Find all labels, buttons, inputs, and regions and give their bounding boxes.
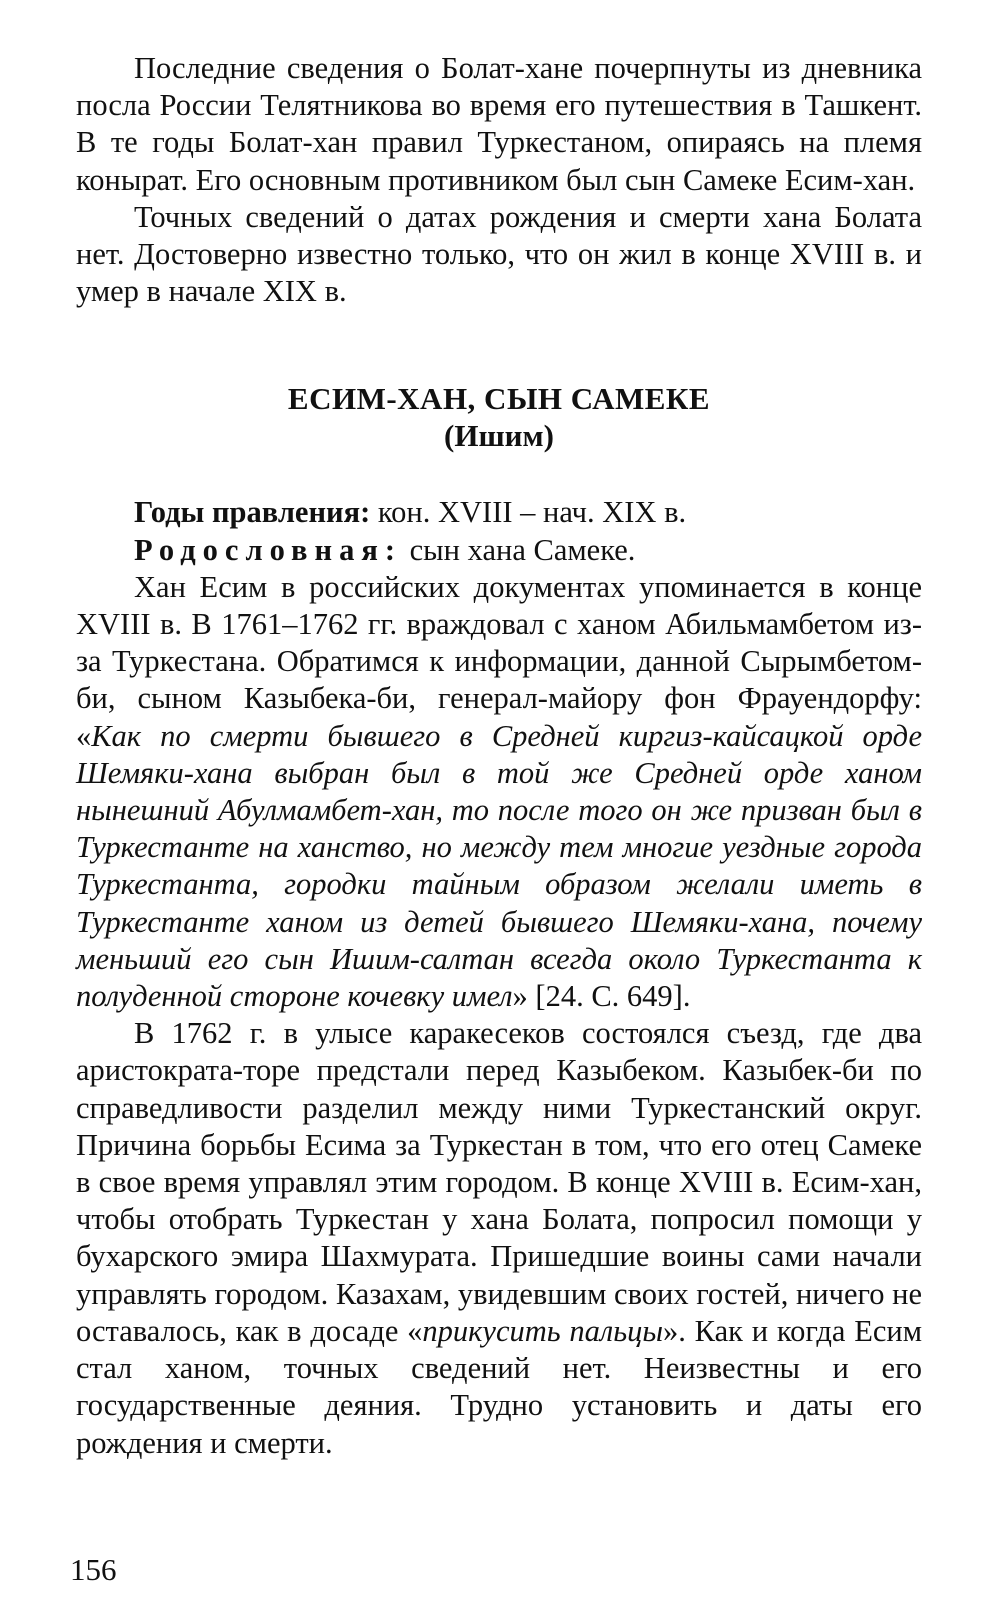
body-paragraph-3 — [76, 569, 922, 1015]
section-gap — [76, 310, 922, 380]
paragraph-3-quote: Как по смерти бывшего в Средней киргиз-кайсацкой орде Шемяки-хана выбран был в той же Средней орде ханом нынешний Абулмамбет-хан, то после того он же призван был в Туркестанте на ханство, но между тем многие уездные города Туркестанта, городки тайным образом желали иметь в Туркестанте ханом из детей бывшего Шемяки-хана, почему меньший его сын Ишим-салтан всегда около Туркестанта к полуденной стороне кочевку имел — [76, 718, 922, 1014]
paragraph-3-lead: Хан Есим в российских документах упоминается в конце XVIII в. В 1761–1762 гг. враждовал с ханом Абильмамбетом из-за Туркестана. Обратимся к информации, данной Сырымбетом-би, сыном Казыбека-би, генерал-майору фон Фрауендорфу: « — [76, 569, 922, 753]
page-number: 156 — [70, 1552, 117, 1587]
genealogy-value: сын хана Самеке. — [402, 532, 636, 567]
reign-value: кон. XVIII – нач. XIX в. — [370, 495, 687, 530]
section-subtitle: (Ишим) — [444, 418, 554, 454]
genealogy-line — [76, 532, 922, 569]
paragraph-4-tail: ». Как и когда Есим стал ханом, точных сведений нет. Неизвестны и его государственные деяния. Трудно установить и даты его рождения и смерти. — [76, 1313, 922, 1460]
body-paragraph-4 — [76, 1015, 922, 1461]
intro-paragraph-2: Точных сведений о датах рождения и смерти хана Болата нет. Достоверно известно только, что он жил в конце XVIII в. и умер в начале XIX в. — [76, 199, 922, 309]
reign-label: Годы правления: — [134, 495, 371, 530]
intro-paragraph-1: Последние сведения о Болат-хане почерпнуты из дневника посла России Телятникова во время его путешествия в Ташкент. В те годы Болат-хан правил Туркестаном, опираясь на племя конырат. Его основным противником был сын Самеке Есим-хан. — [76, 51, 922, 197]
paragraph-3-tail: » [24. С. 649]. — [512, 979, 691, 1014]
section-title: ЕСИМ-ХАН, СЫН САМЕКЕ — [287, 381, 711, 417]
paragraph-4-lead: В 1762 г. в улысе каракесеков состоялся съезд, где два аристократа-торе предстали перед Казыбеком. Казыбек-би по справедливости разделил между ними Туркестанский округ. Причина борьбы Есима за Туркестан в том, что его отец Самеке в свое время управлял этим городом. В конце XVIII в. Есим-хан, чтобы отобрать Туркестан у хана Болата, попросил помощи у бухарского эмира Шахмурата. Пришедшие воины сами начали управлять городом. Казахам, увидевшим своих гостей, ничего не оставалось, как в досаде « — [76, 1016, 922, 1348]
reign-line — [76, 494, 922, 531]
paragraph-4-quote: прикусить пальцы — [422, 1313, 664, 1348]
genealogy-label: Родословная: — [134, 532, 403, 567]
